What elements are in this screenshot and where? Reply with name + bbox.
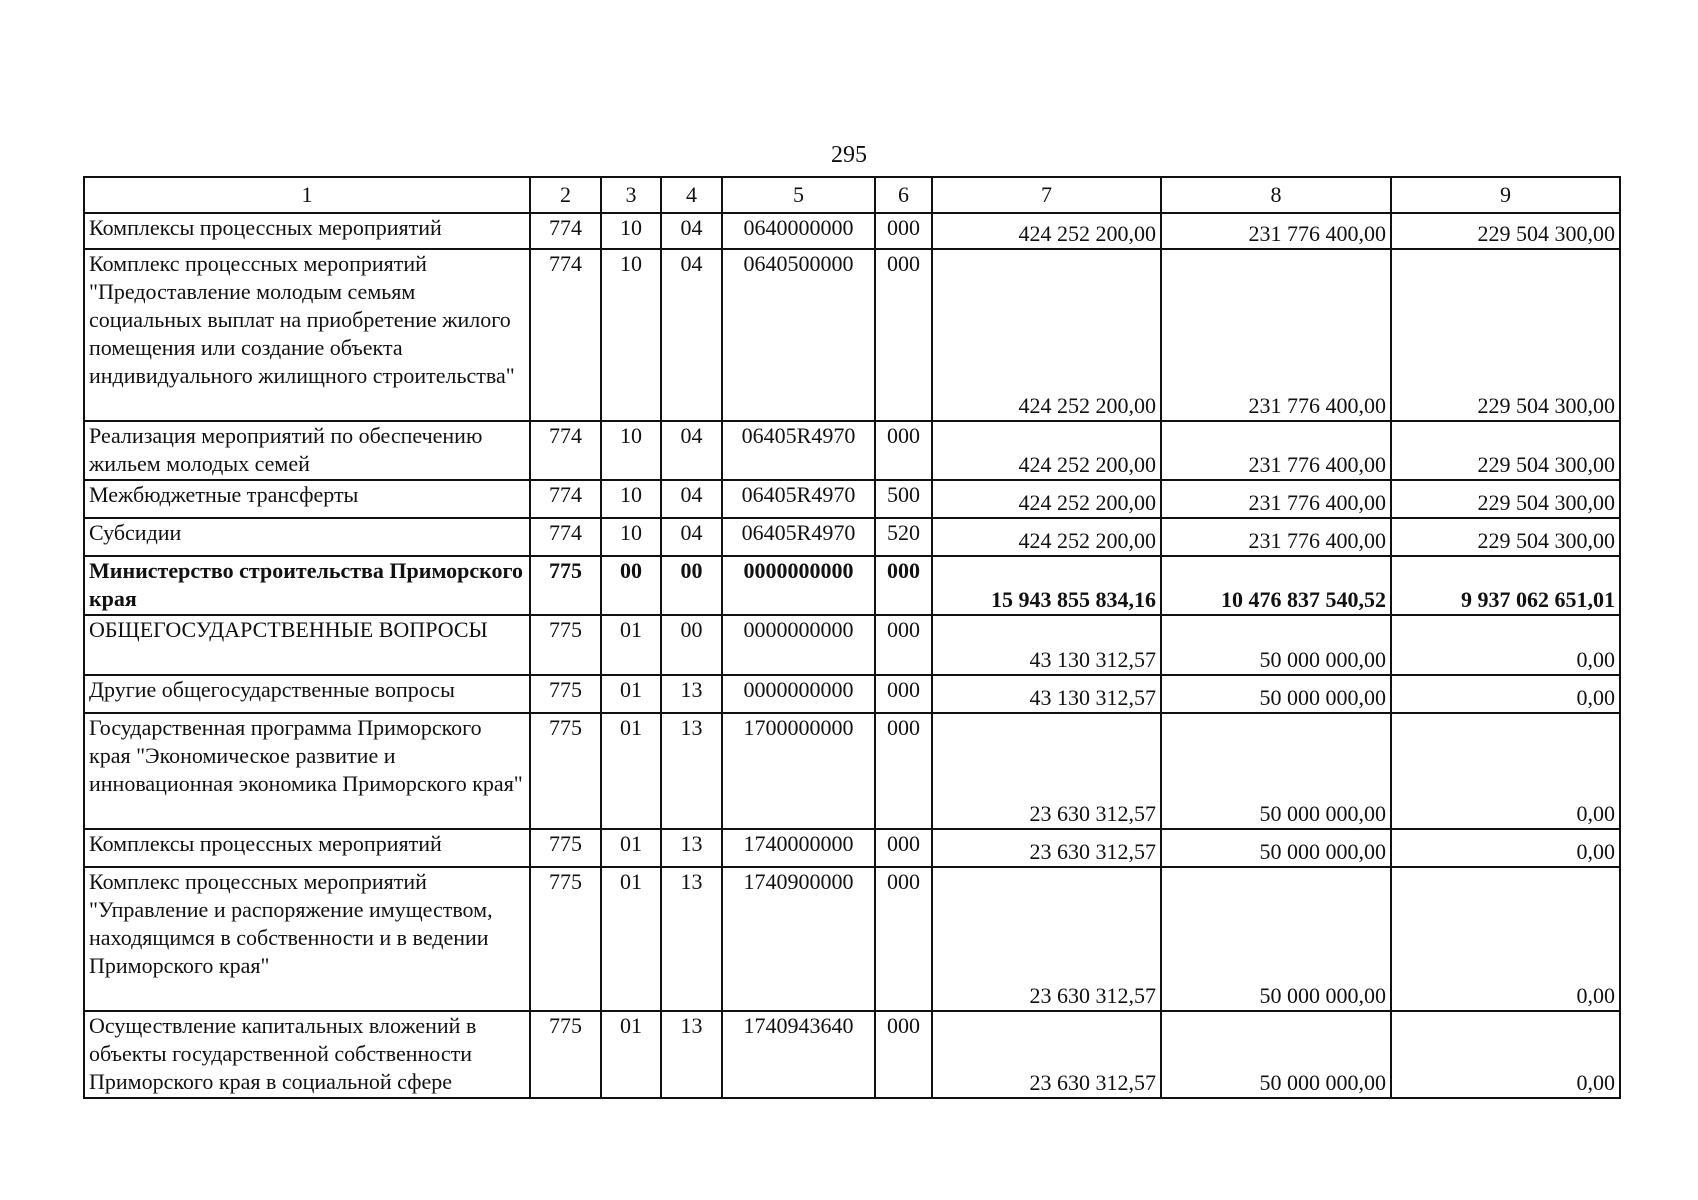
row-amount-9-cell: 229 504 300,00 [1391, 249, 1620, 421]
table-row [84, 829, 1620, 867]
row-amount-9-cell: 229 504 300,00 [1391, 480, 1620, 518]
row-amount-7-cell: 43 130 312,57 [932, 615, 1161, 675]
row-code-2-cell: 774 [530, 249, 601, 421]
row-code-4-cell: 04 [661, 480, 722, 518]
header-cell-3: 3 [601, 177, 661, 213]
row-amount-8-cell: 50 000 000,00 [1161, 1011, 1391, 1098]
row-code-5-cell: 1740000000 [722, 829, 875, 867]
row-code-5-cell: 1700000000 [722, 713, 875, 829]
row-amount-8-cell: 50 000 000,00 [1161, 829, 1391, 867]
row-amount-9-cell: 9 937 062 651,01 [1391, 556, 1620, 615]
header-cell-5: 5 [722, 177, 875, 213]
row-amount-8-cell: 231 776 400,00 [1161, 213, 1391, 249]
row-name-cell: Государственная программа Приморского края "Экономическое развитие и инновационная экономика Приморского края" [84, 713, 530, 829]
row-code-5-cell: 0000000000 [722, 675, 875, 713]
header-cell-8: 8 [1161, 177, 1391, 213]
row-amount-8-cell: 50 000 000,00 [1161, 615, 1391, 675]
row-code-2-cell: 774 [530, 421, 601, 480]
row-amount-7-cell: 424 252 200,00 [932, 518, 1161, 556]
row-code-6-cell: 000 [875, 421, 932, 480]
row-code-6-cell: 000 [875, 713, 932, 829]
row-code-2-cell: 775 [530, 556, 601, 615]
row-code-3-cell: 10 [601, 480, 661, 518]
row-amount-8-cell: 231 776 400,00 [1161, 421, 1391, 480]
row-code-6-cell: 000 [875, 615, 932, 675]
row-name-cell: Комплекс процессных мероприятий "Управление и распоряжение имуществом, находящимся в собственности и в ведении Приморского края" [84, 867, 530, 1011]
row-amount-7-cell: 15 943 855 834,16 [932, 556, 1161, 615]
row-code-6-cell: 000 [875, 829, 932, 867]
row-name-cell: Субсидии [84, 518, 530, 556]
row-code-3-cell: 01 [601, 867, 661, 1011]
row-amount-7-cell: 23 630 312,57 [932, 1011, 1161, 1098]
row-code-3-cell: 01 [601, 1011, 661, 1098]
row-code-4-cell: 04 [661, 213, 722, 249]
table-row [84, 518, 1620, 556]
row-amount-9-cell: 229 504 300,00 [1391, 421, 1620, 480]
row-code-3-cell: 01 [601, 675, 661, 713]
row-code-5-cell: 1740900000 [722, 867, 875, 1011]
row-code-4-cell: 13 [661, 713, 722, 829]
page-number: 295 [831, 142, 867, 168]
table-row [84, 1011, 1620, 1098]
row-name-cell: Комплекс процессных мероприятий "Предоставление молодым семьям социальных выплат на приобретение жилого помещения или создание объекта индивидуального жилищного строительства" [84, 249, 530, 421]
row-code-4-cell: 13 [661, 675, 722, 713]
row-code-5-cell: 1740943640 [722, 1011, 875, 1098]
header-row [84, 177, 1620, 213]
table-row [84, 675, 1620, 713]
budget-table [83, 176, 1621, 1099]
row-code-2-cell: 775 [530, 867, 601, 1011]
row-code-6-cell: 000 [875, 556, 932, 615]
row-code-3-cell: 01 [601, 829, 661, 867]
table-row [84, 421, 1620, 480]
row-code-4-cell: 04 [661, 421, 722, 480]
row-code-2-cell: 775 [530, 1011, 601, 1098]
row-code-5-cell: 06405R4970 [722, 421, 875, 480]
row-amount-8-cell: 50 000 000,00 [1161, 675, 1391, 713]
table-row [84, 480, 1620, 518]
row-code-2-cell: 775 [530, 675, 601, 713]
row-amount-7-cell: 23 630 312,57 [932, 829, 1161, 867]
row-amount-9-cell: 0,00 [1391, 1011, 1620, 1098]
row-code-3-cell: 01 [601, 615, 661, 675]
row-code-6-cell: 000 [875, 675, 932, 713]
row-amount-7-cell: 424 252 200,00 [932, 480, 1161, 518]
row-name-cell: Реализация мероприятий по обеспечению жильем молодых семей [84, 421, 530, 480]
row-code-4-cell: 13 [661, 829, 722, 867]
row-code-3-cell: 10 [601, 518, 661, 556]
row-amount-7-cell: 424 252 200,00 [932, 421, 1161, 480]
table-row [84, 615, 1620, 675]
row-code-3-cell: 10 [601, 213, 661, 249]
row-name-cell: Комплексы процессных мероприятий [84, 213, 530, 249]
row-code-6-cell: 000 [875, 1011, 932, 1098]
row-code-5-cell: 0640000000 [722, 213, 875, 249]
row-amount-8-cell: 50 000 000,00 [1161, 867, 1391, 1011]
row-code-4-cell: 00 [661, 556, 722, 615]
row-code-4-cell: 04 [661, 249, 722, 421]
header-cell-6: 6 [875, 177, 932, 213]
table-row [84, 713, 1620, 829]
row-code-4-cell: 13 [661, 867, 722, 1011]
header-cell-1: 1 [84, 177, 530, 213]
row-amount-7-cell: 424 252 200,00 [932, 249, 1161, 421]
row-code-5-cell: 0000000000 [722, 615, 875, 675]
row-code-5-cell: 06405R4970 [722, 518, 875, 556]
row-code-3-cell: 00 [601, 556, 661, 615]
row-amount-7-cell: 424 252 200,00 [932, 213, 1161, 249]
header-cell-2: 2 [530, 177, 601, 213]
row-code-6-cell: 000 [875, 249, 932, 421]
row-name-cell: Министерство строительства Приморского края [84, 556, 530, 615]
row-amount-8-cell: 10 476 837 540,52 [1161, 556, 1391, 615]
table-row [84, 249, 1620, 421]
table-row [84, 867, 1620, 1011]
row-code-3-cell: 01 [601, 713, 661, 829]
row-code-4-cell: 13 [661, 1011, 722, 1098]
row-code-2-cell: 775 [530, 829, 601, 867]
row-amount-7-cell: 23 630 312,57 [932, 713, 1161, 829]
row-amount-9-cell: 0,00 [1391, 675, 1620, 713]
row-code-3-cell: 10 [601, 249, 661, 421]
row-name-cell: ОБЩЕГОСУДАРСТВЕННЫЕ ВОПРОСЫ [84, 615, 530, 675]
row-amount-9-cell: 0,00 [1391, 829, 1620, 867]
table-body [84, 213, 1620, 1098]
header-cell-9: 9 [1391, 177, 1620, 213]
header-cell-4: 4 [661, 177, 722, 213]
row-amount-9-cell: 229 504 300,00 [1391, 518, 1620, 556]
row-name-cell: Межбюджетные трансферты [84, 480, 530, 518]
row-code-2-cell: 774 [530, 213, 601, 249]
row-amount-9-cell: 0,00 [1391, 615, 1620, 675]
row-code-6-cell: 000 [875, 867, 932, 1011]
row-amount-8-cell: 231 776 400,00 [1161, 249, 1391, 421]
row-code-2-cell: 774 [530, 518, 601, 556]
row-amount-9-cell: 0,00 [1391, 867, 1620, 1011]
row-amount-9-cell: 229 504 300,00 [1391, 213, 1620, 249]
table-row [84, 213, 1620, 249]
row-code-6-cell: 000 [875, 213, 932, 249]
row-code-5-cell: 0000000000 [722, 556, 875, 615]
header-cell-7: 7 [932, 177, 1161, 213]
row-code-3-cell: 10 [601, 421, 661, 480]
row-code-5-cell: 06405R4970 [722, 480, 875, 518]
row-amount-7-cell: 23 630 312,57 [932, 867, 1161, 1011]
table-row [84, 556, 1620, 615]
row-code-2-cell: 775 [530, 615, 601, 675]
row-code-2-cell: 774 [530, 480, 601, 518]
row-code-2-cell: 775 [530, 713, 601, 829]
row-code-4-cell: 04 [661, 518, 722, 556]
row-code-5-cell: 0640500000 [722, 249, 875, 421]
row-amount-8-cell: 50 000 000,00 [1161, 713, 1391, 829]
row-name-cell: Комплексы процессных мероприятий [84, 829, 530, 867]
row-code-6-cell: 520 [875, 518, 932, 556]
row-code-6-cell: 500 [875, 480, 932, 518]
row-name-cell: Осуществление капитальных вложений в объекты государственной собственности Приморского края в социальной сфере [84, 1011, 530, 1098]
row-amount-7-cell: 43 130 312,57 [932, 675, 1161, 713]
row-name-cell: Другие общегосударственные вопросы [84, 675, 530, 713]
row-amount-9-cell: 0,00 [1391, 713, 1620, 829]
row-code-4-cell: 00 [661, 615, 722, 675]
row-amount-8-cell: 231 776 400,00 [1161, 518, 1391, 556]
row-amount-8-cell: 231 776 400,00 [1161, 480, 1391, 518]
